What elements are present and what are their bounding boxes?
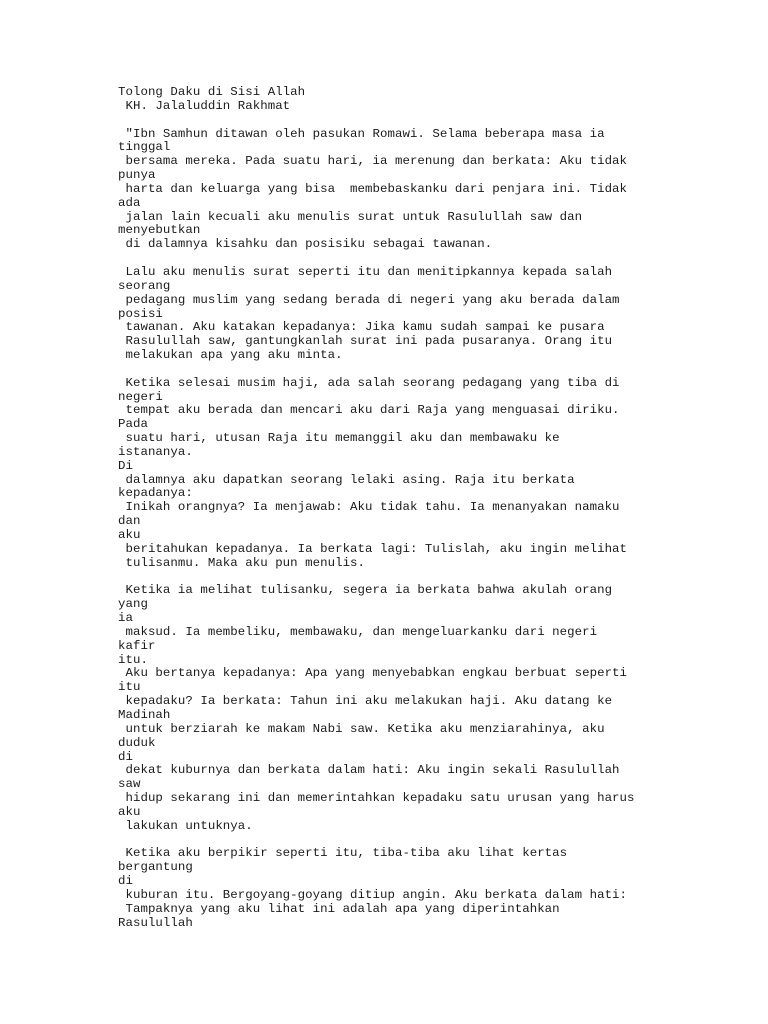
text-line: menyebutkan (118, 223, 201, 238)
text-line (118, 834, 758, 848)
text-line: "Ibn Samhun ditawan oleh pasukan Romawi. Selama beberapa masa ia (118, 126, 605, 141)
text-line: tulisanmu. Maka aku pun menulis. (118, 555, 366, 570)
text-line: aku (118, 804, 141, 819)
text-line: Inikah orangnya? Ia menjawab: Aku tidak tahu. Ia menanyakan namaku (118, 500, 620, 515)
document-body (118, 114, 758, 931)
text-line: dan (118, 514, 141, 529)
text-line: suatu hari, utusan Raja itu memanggil aku dan membawaku ke (118, 431, 560, 446)
text-line: tempat aku berada dan mencari aku dari Raja yang menguasai diriku. (118, 403, 620, 418)
text-line: ada (118, 195, 141, 210)
text-line: di dalamnya kisahku dan posisiku sebagai tawanan. (118, 237, 493, 252)
document-author: KH. Jalaluddin Rakhmat (118, 98, 291, 113)
text-line: jalan lain kecuali aku menulis surat untuk Rasulullah saw dan (118, 209, 583, 224)
text-line: yang (118, 597, 148, 612)
text-line: itu (118, 680, 141, 695)
text-line: Ketika aku berpikir seperti itu, tiba-tiba aku lihat kertas (118, 846, 568, 861)
text-line: kuburan itu. Bergoyang-goyang ditiup angin. Aku berkata dalam hati: (118, 887, 628, 902)
text-line: hidup sekarang ini dan memerintahkan kepadaku satu urusan yang harus (118, 791, 635, 806)
text-line: Lalu aku menulis surat seperti itu dan menitipkannya kepada salah (118, 264, 613, 279)
text-line: harta dan keluarga yang bisa membebaskanku dari penjara ini. Tidak (118, 181, 628, 196)
text-line: seorang (118, 278, 171, 293)
text-line (118, 571, 758, 585)
text-line: tinggal (118, 140, 171, 155)
text-line: Ketika ia melihat tulisanku, segera ia berkata bahwa akulah orang (118, 583, 613, 598)
text-line: beritahukan kepadanya. Ia berkata lagi: Tulislah, aku ingin melihat (118, 541, 628, 556)
text-line: tawanan. Aku katakan kepadanya: Jika kamu sudah sampai ke pusara (118, 320, 605, 335)
text-line: dekat kuburnya dan berkata dalam hati: Aku ingin sekali Rasulullah (118, 763, 620, 778)
text-line: maksud. Ia membeliku, membawaku, dan mengeluarkanku dari negeri (118, 624, 598, 639)
text-line (118, 363, 758, 377)
text-line: untuk berziarah ke makam Nabi saw. Ketika aku menziarahinya, aku (118, 721, 605, 736)
text-line: duduk (118, 735, 156, 750)
text-line: di (118, 874, 133, 889)
text-line: kepadaku? Ia berkata: Tahun ini aku melakukan haji. Aku datang ke (118, 694, 613, 709)
text-line: istananya. (118, 444, 193, 459)
text-line: Rasulullah (118, 915, 193, 930)
text-line: dalamnya aku dapatkan seorang lelaki asing. Raja itu berkata (118, 472, 575, 487)
text-line: Ketika selesai musim haji, ada salah seorang pedagang yang tiba di (118, 375, 620, 390)
text-line: lakukan untuknya. (118, 818, 253, 833)
text-line (118, 252, 758, 266)
text-line: Aku bertanya kepadanya: Apa yang menyebabkan engkau berbuat seperti (118, 666, 628, 681)
text-line: aku (118, 528, 141, 542)
text-line: posisi (118, 306, 163, 321)
text-line: bergantung (118, 860, 193, 875)
text-line: Di (118, 458, 133, 473)
text-line: Pada (118, 417, 148, 432)
text-line: Madinah (118, 707, 171, 722)
text-line: di (118, 749, 133, 764)
text-line: saw (118, 777, 141, 792)
document-page (118, 86, 758, 930)
text-line: kafir (118, 638, 156, 653)
text-line (118, 114, 758, 128)
text-line: itu. (118, 652, 148, 667)
document-title: Tolong Daku di Sisi Allah (118, 85, 306, 99)
text-line: Rasulullah saw, gantungkanlah surat ini pada pusaranya. Orang itu (118, 334, 613, 349)
text-line: ia (118, 611, 133, 626)
text-line: pedagang muslim yang sedang berada di negeri yang aku berada dalam (118, 292, 620, 307)
text-line: bersama mereka. Pada suatu hari, ia merenung dan berkata: Aku tidak (118, 154, 628, 169)
text-line: Tampaknya yang aku lihat ini adalah apa yang diperintahkan (118, 901, 560, 916)
text-line: kepadanya: (118, 486, 193, 501)
text-line: negeri (118, 389, 163, 404)
text-line: punya (118, 168, 156, 183)
text-line: melakukan apa yang aku minta. (118, 348, 343, 363)
